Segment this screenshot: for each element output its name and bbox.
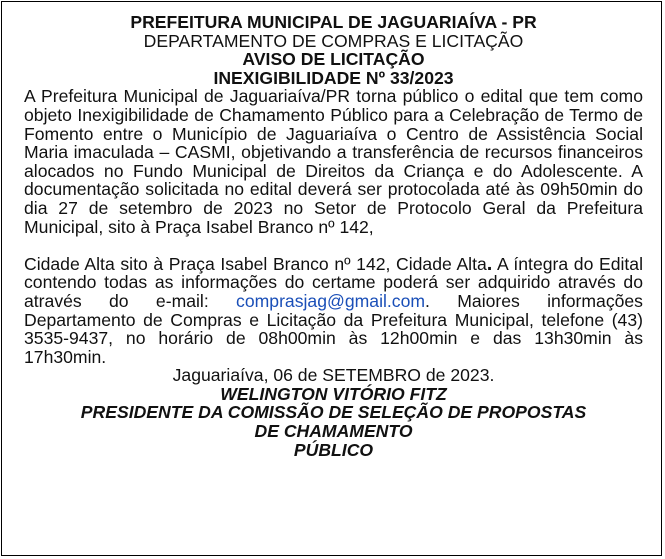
signatory-title-line2: DE CHAMAMENTO	[254, 421, 413, 442]
notice-type: AVISO DE LICITAÇÃO	[242, 49, 425, 70]
department-name: DEPARTAMENTO DE COMPRAS E LICITAÇÃO	[143, 30, 524, 51]
email-link[interactable]: comprasjag@gmail.com	[236, 290, 426, 311]
process-number: INEXIGIBILIDADE Nº 33/2023	[213, 67, 454, 88]
notice-paragraph-2	[24, 252, 643, 367]
signatory-title-line1: PRESIDENTE DA COMISSÃO DE SELEÇÃO DE PROPOSTAS	[80, 402, 587, 423]
notice-frame	[1, 1, 662, 556]
signatory-title-line3: PÚBLICO	[293, 439, 374, 460]
paragraph-gap	[24, 236, 643, 255]
paragraph-2-dot: .	[486, 252, 493, 275]
notice-content	[24, 13, 643, 459]
place-date: Jaguariaíva, 06 de SETEMBRO de 2023.	[172, 365, 495, 386]
municipality-title: PREFEITURA MUNICIPAL DE JAGUARIAÍVA - PR	[130, 12, 537, 32]
paragraph-2-mid: A íntegra do Edital contendo todas as informações do certame poderá ser adquirido através do através do e-mail:	[24, 253, 643, 311]
paragraph-2-end: . Maiores informações Departamento de Compras e Licitação da Prefeitura Municipal, telefone (43) 3535-9437, no horário de 08h00min às 12h00min e das 13h30min às 17h30min.	[24, 290, 643, 367]
signatory-name: WELINGTON VITÓRIO FITZ	[220, 383, 447, 404]
paragraph-2-start: Cidade Alta sito à Praça Isabel Branco nº 142, Cidade Alta	[24, 253, 487, 274]
notice-paragraph-1: A Prefeitura Municipal de Jaguariaíva/PR torna público o edital que tem como objeto Inexigibilidade de Chamamento Público para a Celebração de Termo de Fomento entre o Município de Jaguariaíva o Centro de Assistência Social Maria imaculada – CASMI, objetivando a transferência de recursos financeiros alocados no Fundo Municipal de Direitos da Criança e do Adolescente. A documentação solicitada no edital deverá ser protocolada até às 09h50min do dia 27 de setembro de 2023 no Setor de Protocolo Geral da Prefeitura Municipal, sito à Praça Isabel Branco nº 142,	[24, 86, 643, 237]
